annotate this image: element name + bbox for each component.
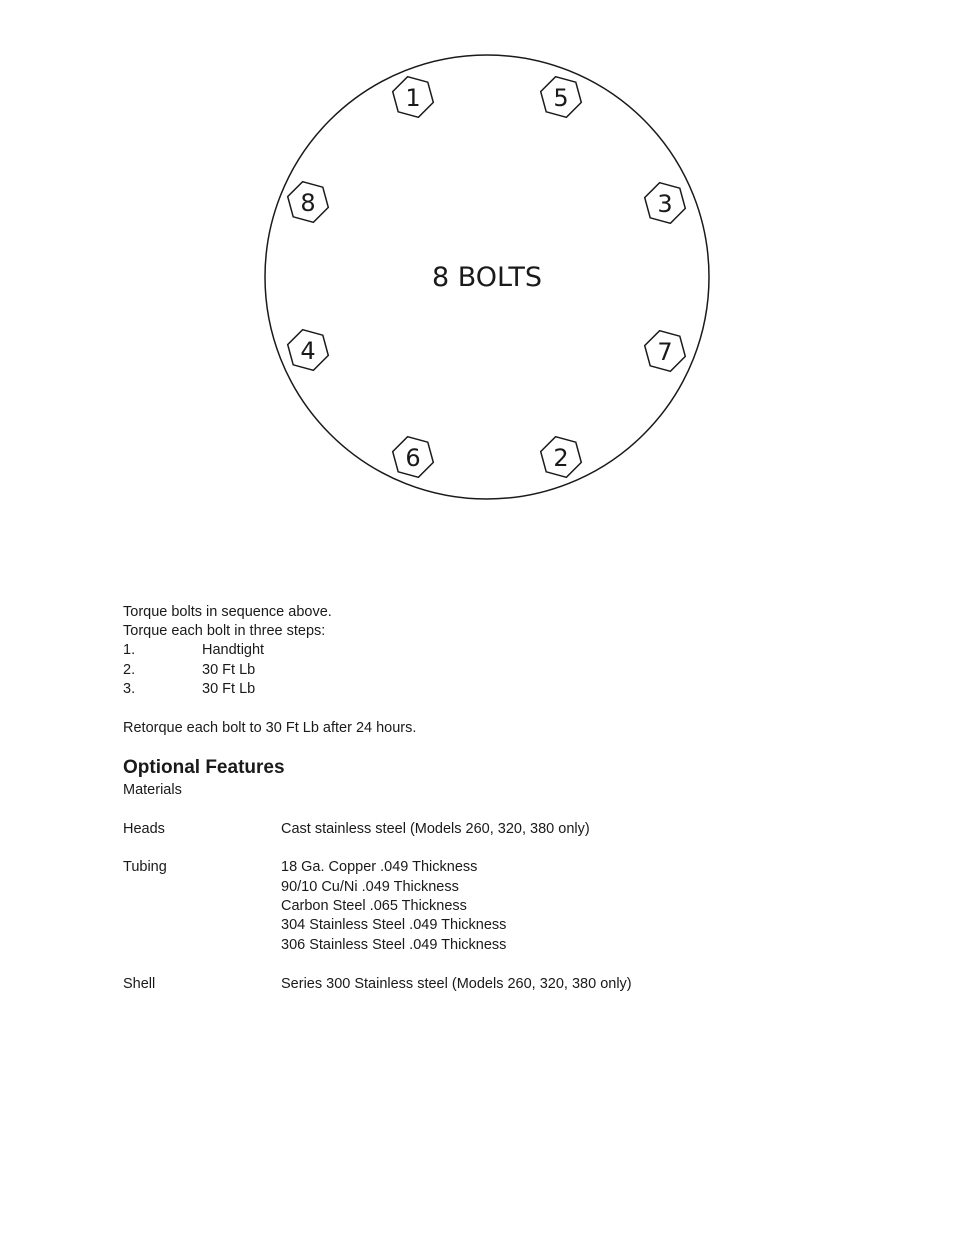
- tubing-option: 304 Stainless Steel .049 Thickness: [281, 917, 507, 933]
- step-1-number: 1.: [123, 642, 136, 658]
- instruction-line-2: Torque each bolt in three steps:: [123, 623, 326, 639]
- tubing-option: 18 Ga. Copper .049 Thickness: [281, 859, 478, 875]
- bolt-number: 1: [405, 84, 421, 112]
- instruction-line-1: Torque bolts in sequence above.: [123, 604, 332, 620]
- retorque-note: Retorque each bolt to 30 Ft Lb after 24 hours.: [123, 720, 417, 736]
- step-3-number: 3.: [123, 681, 136, 697]
- shell-label: Shell: [123, 976, 156, 992]
- tubing-label: Tubing: [123, 859, 167, 875]
- tubing-option: Carbon Steel .065 Thickness: [281, 898, 467, 914]
- tubing-option: 90/10 Cu/Ni .049 Thickness: [281, 879, 459, 895]
- step-2-number: 2.: [123, 662, 136, 678]
- step-2-text: 30 Ft Lb: [202, 662, 256, 678]
- tubing-option: 306 Stainless Steel .049 Thickness: [281, 937, 507, 953]
- step-1-text: Handtight: [202, 642, 265, 658]
- step-3-text: 30 Ft Lb: [202, 681, 256, 697]
- heads-label: Heads: [123, 821, 165, 837]
- bolt-number: 7: [657, 338, 673, 366]
- center-label: 8 BOLTS: [431, 262, 543, 293]
- bolt-number: 3: [657, 190, 673, 218]
- bolt-number: 8: [300, 189, 316, 217]
- bolt-number: 4: [300, 337, 316, 365]
- section-subtitle: Materials: [123, 782, 182, 798]
- heads-value: Cast stainless steel (Models 260, 320, 380 only): [281, 821, 590, 837]
- bolt-number: 5: [553, 84, 569, 112]
- section-title: Optional Features: [123, 757, 285, 778]
- bolt-number: 2: [553, 444, 569, 472]
- shell-value: Series 300 Stainless steel (Models 260, 320, 380 only): [281, 976, 632, 992]
- bolt-pattern-diagram: [0, 0, 954, 560]
- bolt-number: 6: [405, 444, 421, 472]
